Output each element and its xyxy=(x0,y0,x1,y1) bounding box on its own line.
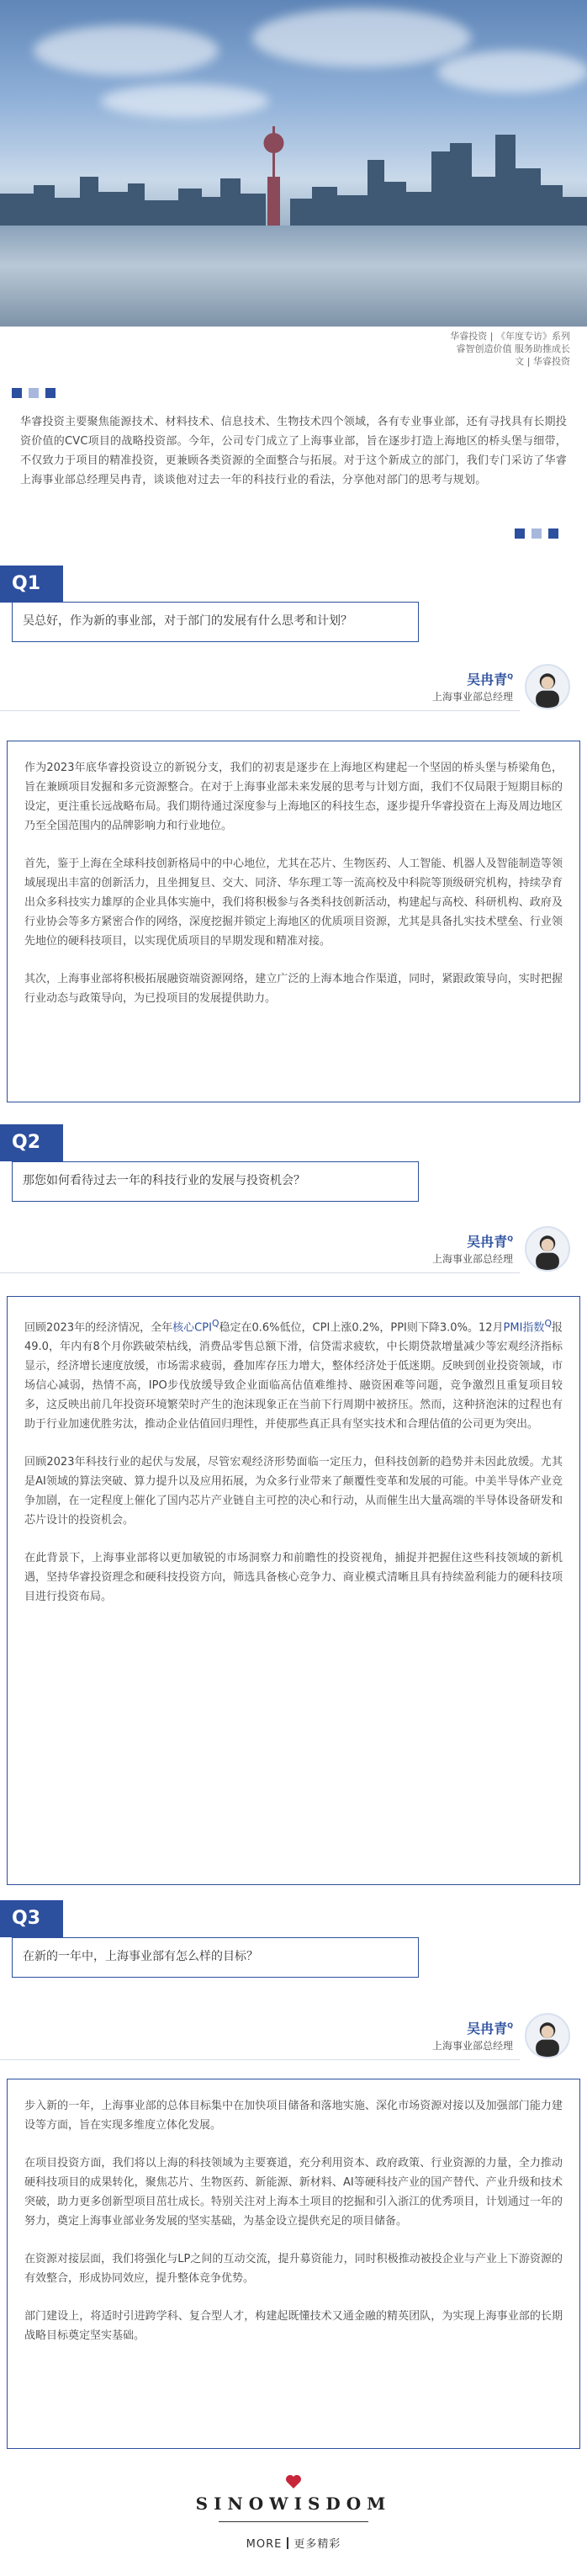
interviewee-block-q2 xyxy=(318,1224,570,1272)
answer-paragraph: 回顾2023年的经济情况，全年核心$CPI^Q$稳定在0.6%低位，CPI上涨0.2%，PPI则下降3.0%。12月PMI指数$^Q$报49.0，年内有8个月你跌破荣枯线，消费品零售总额下滑，信贷需求疲软，中长期贷款增量减少等宏观经济指标显示，经济增长速度放缓，市场需求疲弱，叠加库存压力增大，整体经济处于低迷期。反映到创业投资领域，市场信心减弱，热情不高，IPO步伐放缓导致企业面临高估值难维持、融资困难等问题，竞争激烈且重复项目较多，这反映出前几年投资环境繁荣时产生的泡沫现象正在当前下行周期中被挤压。然而，这种挤泡沫的过程也有助于行业加速优胜劣汰，推动企业估值回归理性，并使那些真正具有坚实技术和合理估值的公司更为突出。 xyxy=(24,1318,563,1431)
answer-paragraph: 作为2023年底华睿投资设立的新锐分支，我们的初衷是逐步在上海地区构建起一个坚固的桥头堡与桥梁角色，旨在兼顾项目发掘和多元资源整合。在对于上海事业部未来发展的思考与计划方面，我们不仅局限于短期目标的设定，更注重长远战略布局。我们期待通过深度参与上海地区的科技生态，逐步提升华睿投资在上海及周边地区乃至全国范围内的品牌影响力和行业地位。 xyxy=(24,762,563,832)
decor-squares-left xyxy=(12,385,62,396)
brand-wordmark: SINOWISDOM xyxy=(195,2494,392,2514)
link-pmi-index[interactable]: PMI指数 xyxy=(503,1321,545,1335)
skyline-icon xyxy=(0,126,587,227)
hero-image-shanghai-skyline xyxy=(0,0,587,327)
image-caption xyxy=(450,330,570,368)
interviewee-role: 上海事业部总经理 xyxy=(431,1253,513,1265)
caption-slogan: 睿智创造价值 服务助推成长 xyxy=(456,343,570,354)
link-core-cpi[interactable]: 核心CPI xyxy=(172,1321,212,1335)
avatar xyxy=(525,664,570,709)
decor-squares-right xyxy=(515,526,565,536)
interviewee-role: 上海事业部总经理 xyxy=(431,2040,513,2052)
interviewee-block-q1 xyxy=(318,662,570,709)
interviewee-name: 吴冉青$^Q$ xyxy=(467,672,513,688)
intro-paragraph: 华睿投资主要聚焦能源技术、材料技术、信息技术、生物技术四个领域，各有专业事业部，还有寻找具有长期投资价值的CVC项目的战略投资部。今年，公司专门成立了上海事业部，旨在逐步打造上海地区的桥头堡与细带，不仅致力于项目的精准投资，更兼顾各类资源的全面整合与拓展。对于这个新成立的部门，我们专门采访了华睿上海事业部总经理吴冉青，谈谈他对过去一年的科技行业的看法，分享他对部门的思考与规划。 xyxy=(20,416,567,486)
answer-paragraph: 首先，鉴于上海在全球科技创新格局中的中心地位，尤其在芯片、生物医药、人工智能、机器人及智能制造等领域展现出丰富的创新活力，且坐拥复旦、交大、同济、华东理工等一流高校及中科院等顶级研究机构，持续孕育出众多科技实力雄厚的企业具体实施中，我们将积极参与各类科技创新活动，构建起与高校、科研机构、政府及行业协会等多方紧密合作的网络，深度挖掘并锁定上海地区的优质项目资源，尤其是具备扎实技术壁垒、行业领先地位的硬科技项目，以实现优质项目的早期发现和精准对接。 xyxy=(24,858,563,948)
answer-paragraph: 在此背景下，上海事业部将以更加敏锐的市场洞察力和前瞻性的投资视角，捕捉并把握住这些科技领域的新机遇，坚持华睿投资理念和硬科技投资方向，筛选具备核心竞争力、商业模式清晰且具有持续盈利能力的硬科技项目进行投资布局。 xyxy=(24,1552,563,1604)
heart-icon xyxy=(285,2474,302,2493)
answer-paragraph: 在项目投资方面，我们将以上海的科技领域为主要赛道，充分利用资本、政府政策、行业资源的力量，全力推动硬科技项目的成果转化，聚焦芯片、生物医药、新能源、新材料、AI等硬科技产业的国产替代、产业升级和技术突破，助力更多创新型项目茁壮成长。特别关注对上海本土项目的挖掘和引入浙江的优秀项目，计划通过一年的努力，奠定上海事业部业务发展的坚实基础，为基金设立提供充足的项目储备。 xyxy=(24,2157,563,2228)
question-label-q3: Q3 xyxy=(0,1900,63,1937)
interviewee-role: 上海事业部总经理 xyxy=(431,691,513,703)
avatar xyxy=(525,1226,570,1272)
caption-series: 华睿投资 | 《年度专访》系列 xyxy=(450,331,570,342)
question-box-q3: 在新的一年中，上海事业部有怎么样的目标？ xyxy=(12,1937,419,1978)
caption-author: 文 | 华睿投资 xyxy=(515,356,570,367)
question-label-q1: Q1 xyxy=(0,566,63,603)
answer-box-q3 xyxy=(7,2079,580,2449)
answer-paragraph: 回顾2023年科技行业的起伏与发展，尽管宏观经济形势面临一定压力，但科技创新的趋势并未因此放缓。尤其是AI领域的算法突破、算力提升以及应用拓展，为众多行业带来了颠覆性变革和发展的可能。中美半导体产业竞争加剧，在一定程度上催化了国内芯片产业链自主可控的决心和行动，从而催生出大量高端的半导体设备研发和芯片设计的投资机会。 xyxy=(24,1456,563,1527)
answer-paragraph: 步入新的一年，上海事业部的总体目标集中在加快项目储备和落地实施、深化市场资源对接以及加强部门能力建设等方面，旨在实现多维度立体化发展。 xyxy=(24,2100,563,2132)
question-box-q2: 那您如何看待过去一年的科技行业的发展与投资机会？ xyxy=(12,1161,419,1202)
answer-box-q1 xyxy=(7,741,580,1102)
interviewee-name: 吴冉青$^Q$ xyxy=(467,1234,513,1250)
more-link[interactable]: MORE 更多精彩 xyxy=(246,2538,341,2551)
question-box-q1: 吴总好，作为新的事业部，对于部门的发展有什么思考和计划？ xyxy=(12,602,419,642)
answer-paragraph: 部门建设上，将适时引进跨学科、复合型人才，构建起既懂技术又通金融的精英团队，为实现上海事业部的长期战略目标奠定坚实基础。 xyxy=(24,2310,563,2342)
avatar xyxy=(525,2013,570,2058)
answer-paragraph: 在资源对接层面，我们将强化与LP之间的互动交流，提升募资能力，同时积极推动被投企业与产业上下游资源的有效整合，形成协同效应，提升整体竞争优势。 xyxy=(24,2253,563,2285)
interviewee-block-q3 xyxy=(318,2011,570,2058)
answer-box-q2 xyxy=(7,1296,580,1885)
answer-paragraph: 其次，上海事业部将积极拓展融资端资源网络，建立广泛的上海本地合作渠道，同时，紧跟政策导向，实时把握行业动态与政策导向，为已投项目的发展提供助力。 xyxy=(24,973,563,1005)
question-label-q2: Q2 xyxy=(0,1124,63,1161)
interviewee-name: 吴冉青$^Q$ xyxy=(467,2021,513,2037)
